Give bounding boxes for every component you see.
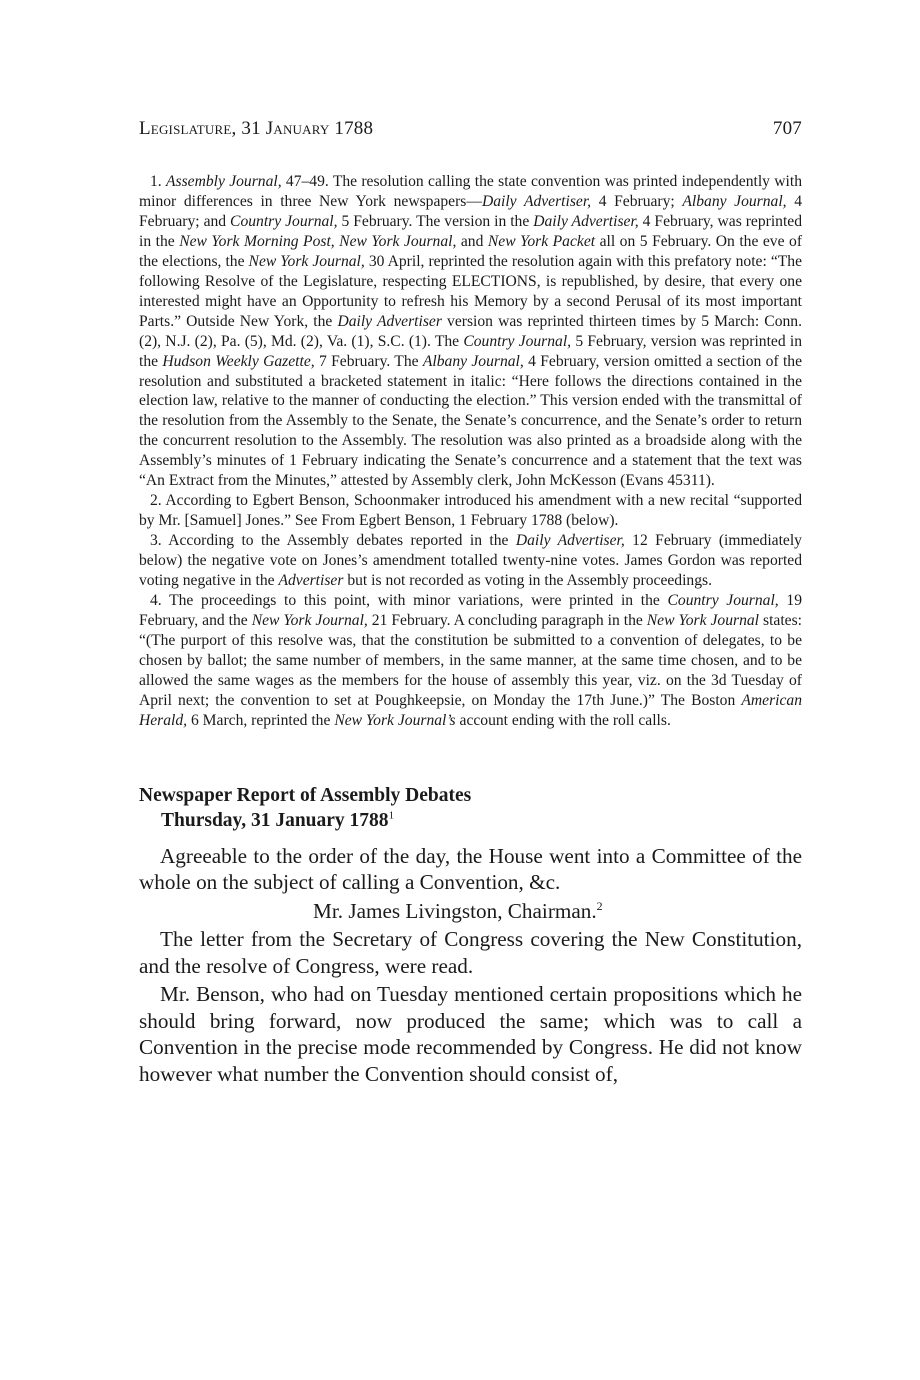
footnote-italic-run: New York Journal, [251, 611, 368, 629]
footnote-text-run: 7 February. The [314, 352, 423, 370]
footnote-text-run: 21 February. A concluding paragraph in the [367, 611, 647, 629]
footnote-italic-run: New York Journal [646, 611, 760, 629]
footnote-text-run: 4 February; and [139, 192, 802, 230]
page-number: 707 [772, 118, 802, 139]
footnote-italic-run: Country Journal, [230, 212, 338, 230]
paragraph-text: Agreeable to the order of the day, the House went into a Committee of the whole on the subject of calling a Convention, &c. [139, 843, 802, 895]
body-paragraph [139, 981, 802, 1087]
footnote-text-run: states: “(The purport of this resolve was, that the constitution be submitted to a convention of delegates, to be chosen by ballot; the same number of members, in the same manner, at the same time chosen, and to be allowed the same wages as the members for the house of assembly this year, viz. on the 3d Tuesday of April next; the convention to set at Poughkeepsie, on Monday the 17th June.)” The Boston [139, 611, 802, 709]
footnote-italic-run: Daily Advertiser [337, 312, 442, 330]
footnote-text-run: account ending with the roll calls. [455, 711, 671, 729]
footnote-italic-run: New York Packet [487, 232, 596, 250]
paragraph-text: The letter from the Secretary of Congress covering the New Constitution, and the resolve of Congress, were read. [139, 927, 802, 978]
running-head [139, 118, 802, 154]
section-title: Newspaper Report of Assembly Debates [139, 784, 472, 806]
footnotes [139, 172, 802, 731]
footnote-ref: 2 [596, 898, 603, 913]
document-page [139, 118, 802, 1087]
footnote-text-run: 12 February (immediately below) the negative vote on Jones’s amendment totalled twenty-nine votes. James Gordon was reported voting negative in the [139, 532, 802, 590]
footnote-3 [139, 531, 802, 591]
footnote-text-run: version was reprinted thirteen times by 5 March: Conn. (2), N.J. (2), Pa. (5), Md. (2), Va. (1), S.C. (1). The [139, 312, 802, 350]
footnote-italic-run: Country Journal, [463, 332, 572, 350]
footnote-text-run: all on 5 February. On the eve of the elections, the [139, 232, 803, 270]
footnote-text-run: 47–49. The resolution calling the state convention was printed independently with minor differences in three New York newspapers— [139, 173, 802, 210]
footnote-text-run: 6 March, reprinted the [187, 711, 335, 729]
footnote-text-run: 5 February. The version in the [337, 212, 534, 230]
footnote-italic-run: Albany Journal, [422, 352, 524, 370]
chairman-line [139, 898, 802, 925]
footnote-text-run: 5 February, version was reprinted in the [139, 332, 803, 370]
footnote-text-run: 4. The proceedings to this point, with minor variations, were printed in the [150, 592, 668, 610]
footnote-1 [139, 172, 802, 491]
footnote-2 [139, 491, 802, 531]
footnote-italic-run: Albany Journal, [682, 192, 787, 210]
section-heading [139, 783, 802, 833]
footnote-italic-run: New York Journal’s [334, 711, 456, 729]
footnote-italic-run: American Herald, [139, 691, 802, 729]
footnote-italic-run: Daily Advertiser, [515, 532, 625, 550]
section-subtitle: Thursday, 31 January 1788 [161, 809, 389, 831]
footnote-italic-run: New York Journal, [248, 252, 365, 270]
footnote-italic-run: Daily Advertiser, [481, 192, 592, 210]
footnote-4 [139, 591, 802, 731]
footnote-text-run: 30 April, reprinted the resolution again with this prefatory note: “The following Resolve of the Legislature, respecting ELECTIONS, is republished, by desire, that every one interested might have an Opportunity to refresh his Memory by a second Perusal of its most important Parts.” Outside New York, the [139, 252, 802, 330]
footnote-text-run: 2. According to Egbert Benson, Schoonmaker introduced his amendment with a new recital “supported by Mr. [Samuel] Jones.” See From Egbert Benson, 1 February 1788 (below). [139, 492, 802, 530]
body-text [139, 843, 802, 1088]
footnote-italic-run: Assembly Journal, [166, 173, 282, 190]
footnote-italic-run: Hudson Weekly Gazette, [162, 352, 315, 370]
footnote-text-run: but is not recorded as voting in the Assembly proceedings. [343, 572, 712, 590]
footnote-italic-run: Country Journal, [667, 592, 779, 610]
body-paragraph [139, 926, 802, 979]
running-title: Legislature, 31 January 1788 [139, 118, 374, 139]
footnote-text-run: 4 February; [591, 192, 683, 210]
footnote-text-run: 19 February, and the [139, 592, 802, 629]
body-paragraph [139, 843, 802, 896]
paragraph-text: Mr. James Livingston, Chairman. [313, 898, 597, 923]
footnote-italic-run: Advertiser [278, 572, 344, 590]
footnote-ref: 1 [388, 809, 395, 822]
footnote-text-run: 4 February, was reprinted in the [139, 212, 803, 250]
paragraph-text: Mr. Benson, who had on Tuesday mentioned certain propositions which he should bring forward, now produced the same; which was to call a Convention in the precise mode recommended by Congress. He did not know however what number the Convention should consist of, [139, 982, 802, 1086]
footnote-text-run: 4 February, version omitted a section of the resolution and substituted a bracketed statement in italic: “Here follows the directions contained in the election law, relative to the manner of conducting the election.” This version ended with the transmittal of the resolution from the Assembly to the Senate, the Senate’s concurrence, and the Senate’s order to return the concurrent resolution to the Assembly. The resolution was also printed as a broadside along with the Assembly’s minutes of 1 February indicating the Senate’s concurrence and a statement that the text was “An Extract from the Minutes,” attested by Assembly clerk, John McKesson (Evans 45311). [139, 352, 803, 490]
footnote-text-run: and [456, 232, 488, 250]
footnote-italic-run: New York Morning Post, New York Journal, [179, 232, 457, 250]
footnote-text-run: 1. [150, 173, 166, 190]
section-subtitle-line [139, 808, 802, 833]
footnote-text-run: 3. According to the Assembly debates reported in the [150, 532, 516, 550]
footnote-italic-run: Daily Advertiser, [533, 212, 639, 230]
